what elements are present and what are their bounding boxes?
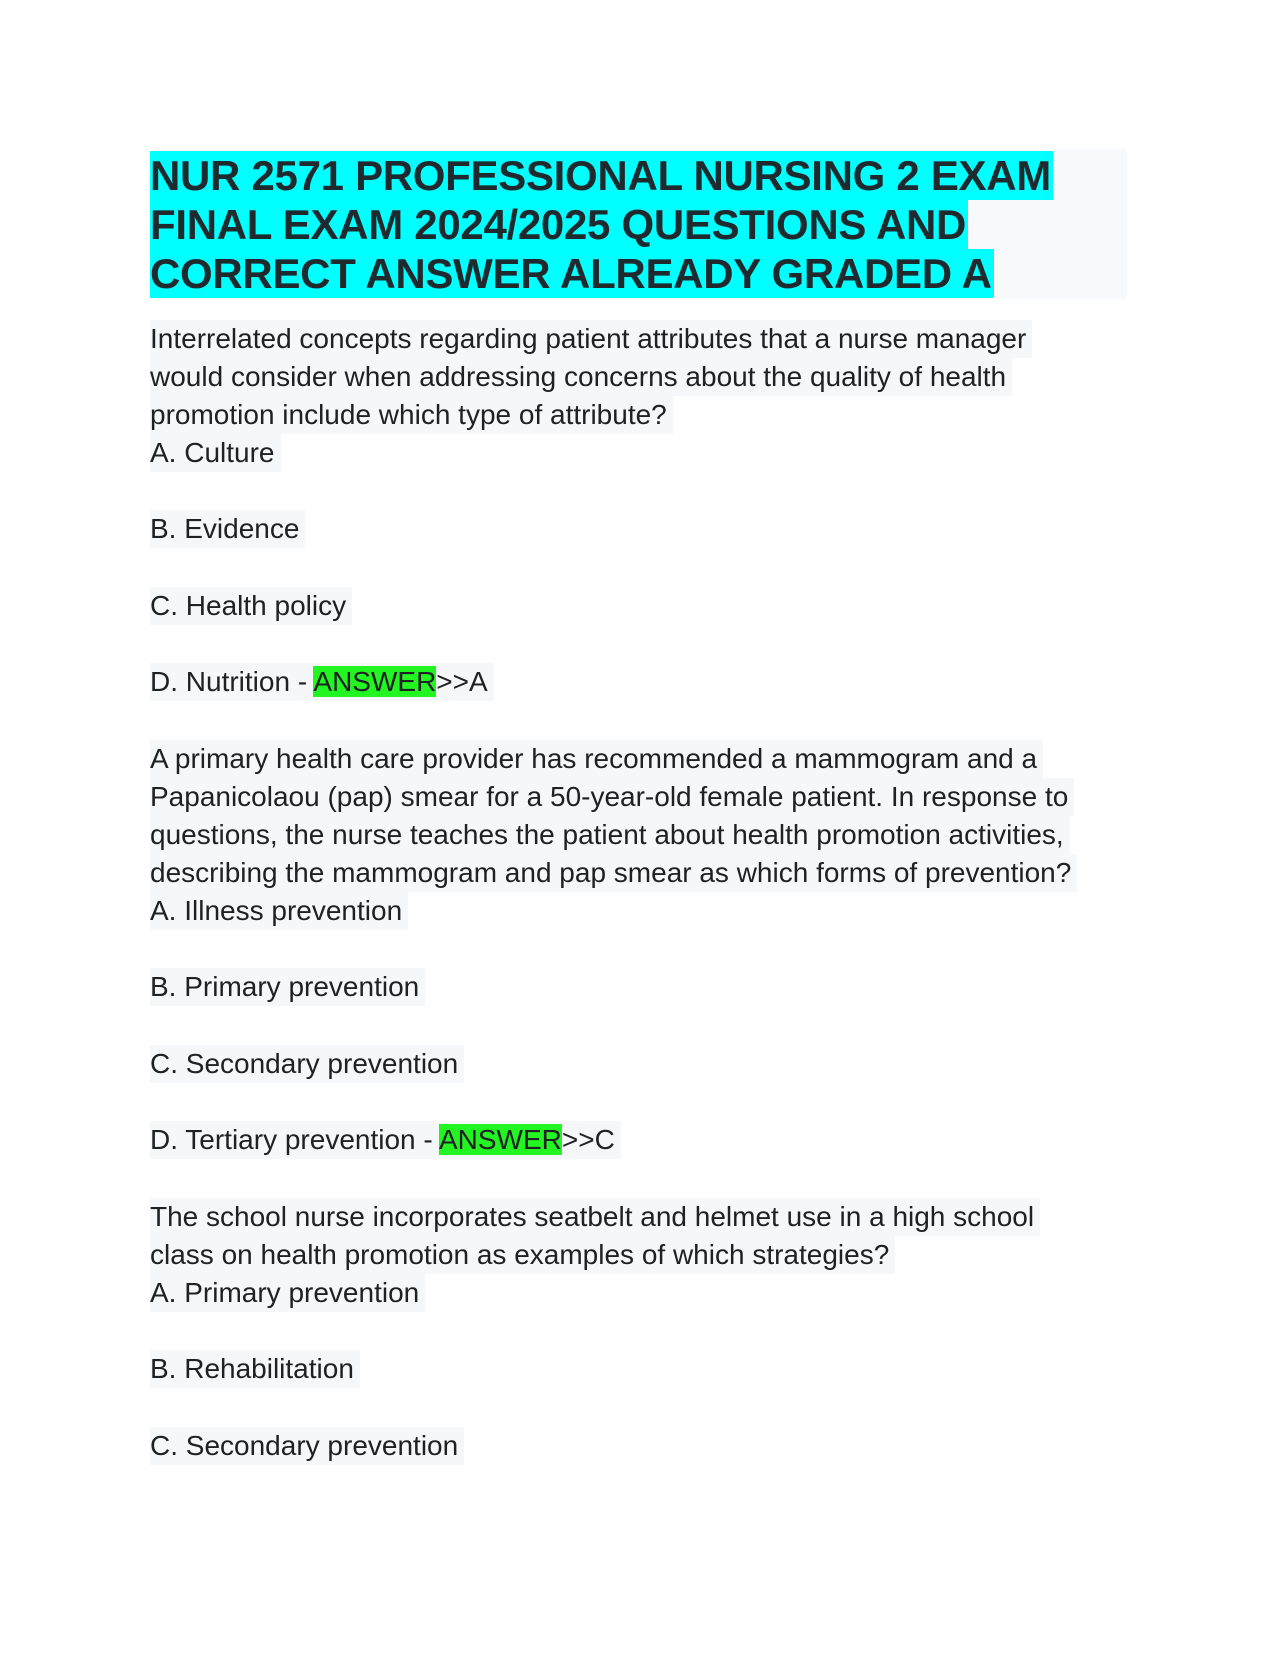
document-title-line-1: NUR 2571 PROFESSIONAL NURSING 2 EXAM — [150, 152, 1051, 199]
q2-option-d — [150, 1121, 621, 1159]
q2-stem-line-1: A primary health care provider has recommended a mammogram and a — [150, 740, 1043, 778]
q3-stem-line-2: class on health promotion as examples of which strategies? — [150, 1236, 895, 1274]
q1-option-b: B. Evidence — [150, 510, 305, 548]
document-title-line-3: CORRECT ANSWER ALREADY GRADED A — [150, 250, 992, 297]
q2-option-b: B. Primary prevention — [150, 968, 425, 1006]
q1-stem-line-2: would consider when addressing concerns about the quality of health — [150, 358, 1012, 396]
q1-option-d — [150, 663, 494, 701]
q2-option-a: A. Illness prevention — [150, 892, 408, 930]
document-title-line-2: FINAL EXAM 2024/2025 QUESTIONS AND — [150, 201, 967, 248]
q2-option-c: C. Secondary prevention — [150, 1045, 464, 1083]
q1-option-d-text: D. Nutrition - — [150, 666, 314, 697]
q2-answer-highlight: ANSWER — [438, 1124, 562, 1155]
q1-stem-line-1: Interrelated concepts regarding patient attributes that a nurse manager — [150, 320, 1032, 358]
q2-option-d-text: D. Tertiary prevention - — [150, 1124, 439, 1155]
q3-stem-line-1: The school nurse incorporates seatbelt and helmet use in a high school — [150, 1198, 1040, 1236]
q3-option-b: B. Rehabilitation — [150, 1350, 360, 1388]
q2-answer-value: >>C — [561, 1124, 615, 1155]
q1-answer-value: >>A — [436, 666, 488, 697]
q3-option-a: A. Primary prevention — [150, 1274, 425, 1312]
q2-stem-line-3: questions, the nurse teaches the patient about health promotion activities, — [150, 816, 1070, 854]
q1-answer-highlight: ANSWER — [313, 666, 437, 697]
q2-stem-line-4: describing the mammogram and pap smear as which forms of prevention? — [150, 854, 1077, 892]
q3-option-c: C. Secondary prevention — [150, 1427, 464, 1465]
q2-stem-line-2: Papanicolaou (pap) smear for a 50-year-old female patient. In response to — [150, 778, 1074, 816]
q1-option-c: C. Health policy — [150, 587, 352, 625]
q1-stem-line-3: promotion include which type of attribute? — [150, 396, 673, 434]
q1-option-a: A. Culture — [150, 434, 281, 472]
